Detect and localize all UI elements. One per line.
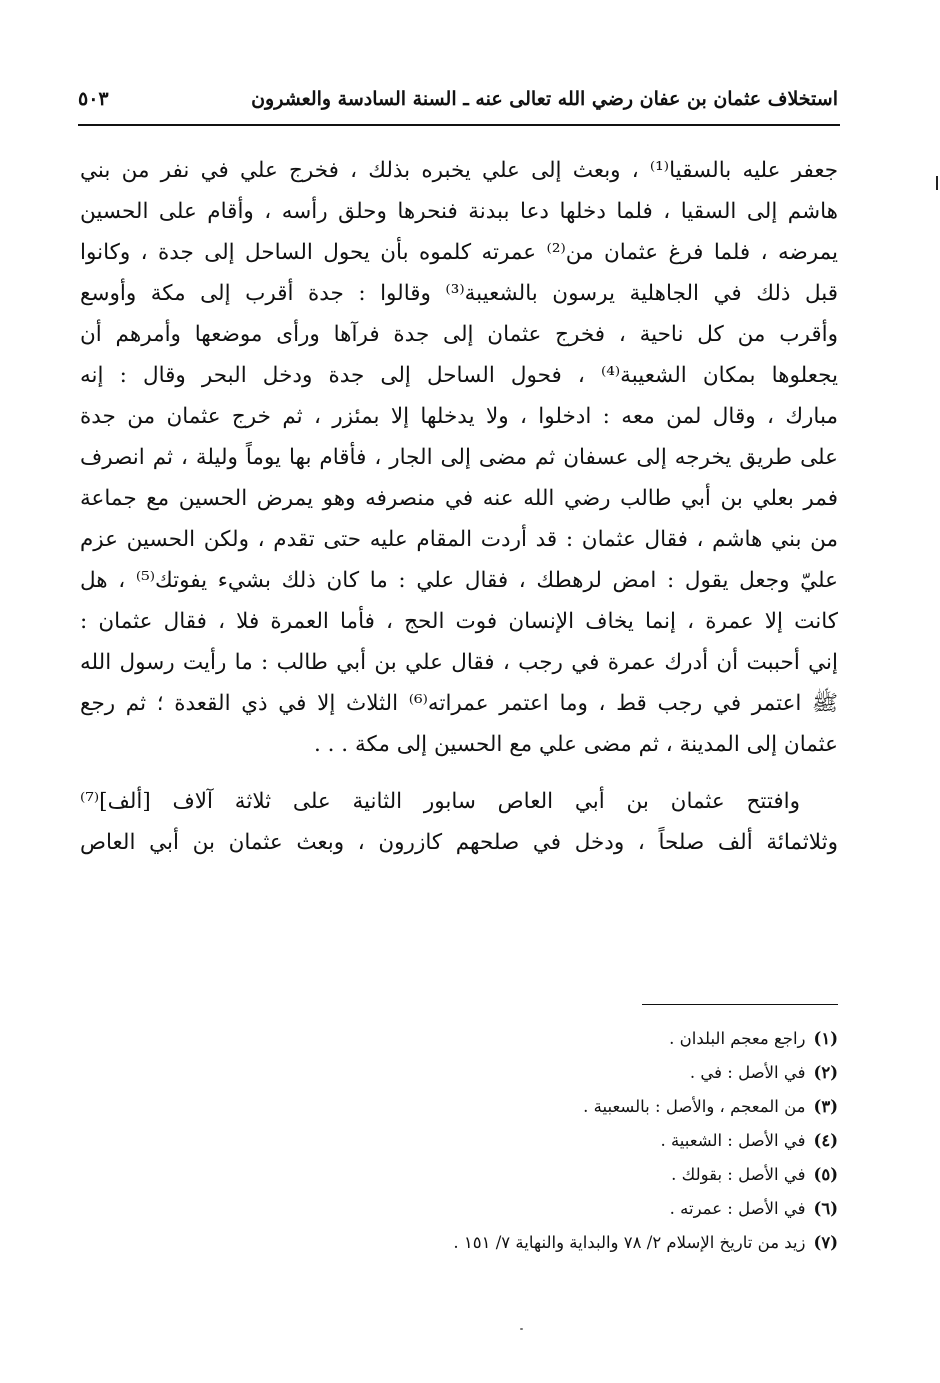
header-divider xyxy=(78,124,840,126)
footnote-number: (٤) xyxy=(813,1131,838,1150)
footnote-item xyxy=(300,1192,838,1226)
text-line: وأقرب من كل ناحية ، فخرج عثمان إلى جدة فرآها ورأى موضعها وأمرهم أن xyxy=(80,322,838,347)
footnote-number: (١) xyxy=(813,1029,838,1048)
text-line: قبل ذلك في الجاهلية يرسون بالشعيبة⁽³⁾ وقالوا : جدة أقرب إلى مكة وأوسع xyxy=(80,281,838,306)
text-line: يمرضه ، فلما فرغ عثمان من⁽²⁾ عمرته كلموه بأن يحول الساحل إلى جدة ، وكانوا xyxy=(80,240,838,265)
text-line: عليّ وجعل يقول : امض لرهطك ، فقال علي : ما كان ذلك بشيء يفوتك⁽⁵⁾ ، هل xyxy=(80,568,838,593)
footnote-text: من المعجم ، والأصل : بالسعبية . xyxy=(583,1097,806,1116)
text-line: من بني هاشم ، فقال عثمان : قد أردت المقام عليه حتى تقدم ، ولكن الحسين عزم xyxy=(80,527,838,552)
text-line: مبارك ، وقال لمن معه : ادخلوا ، ولا يدخلها إلا بمئزر ، ثم خرج عثمان من جدة xyxy=(80,404,838,429)
paragraph-gap xyxy=(80,765,838,781)
text-line: على طريق يخرجه إلى عسفان ثم مضى إلى الجار ، فأقام بها يوماً وليلة ، ثم انصرف xyxy=(80,445,838,470)
text-line: وثلاثمائة ألف صلحاً ، ودخل في صلحهم كازرون ، وبعث عثمان بن أبي العاص xyxy=(80,830,838,855)
footnote-divider xyxy=(642,1004,838,1005)
footnote-item xyxy=(300,1056,838,1090)
scan-speck xyxy=(520,1328,523,1330)
footnote-number: (٧) xyxy=(813,1233,838,1252)
footnote-text: في الأصل : عمرته . xyxy=(669,1199,806,1218)
footnote-text: في الأصل : بقولك . xyxy=(671,1165,806,1184)
paragraph-2 xyxy=(80,781,838,863)
paragraph-1 xyxy=(80,150,838,765)
footnote-number: (٢) xyxy=(813,1063,838,1082)
running-title: استخلاف عثمان بن عفان رضي الله تعالى عنه ـ السنة السادسة والعشرون xyxy=(251,88,838,110)
text-line: فمر بعلي بن أبي طالب رضي الله عنه في منصرفه وهو يمرض الحسين مع جماعة xyxy=(80,486,838,511)
footnote-item xyxy=(300,1158,838,1192)
footnote-number: (٣) xyxy=(813,1097,838,1116)
scan-margin-mark xyxy=(936,176,938,190)
footnotes xyxy=(300,1022,838,1260)
footnote-number: (٥) xyxy=(813,1165,838,1184)
footnote-text: زيد من تاريخ الإسلام ٢/ ٧٨ والبداية والنهاية ٧/ ١٥١ . xyxy=(453,1233,806,1252)
footnote-item xyxy=(300,1226,838,1260)
text-line: عثمان إلى المدينة ، ثم مضى علي مع الحسين إلى مكة . . . xyxy=(313,732,838,757)
page-number: ٥٠٣ xyxy=(78,88,109,110)
text-line: إني أحببت أن أدرك عمرة في رجب ، فقال علي بن أبي طالب : ما رأيت رسول الله xyxy=(80,650,838,675)
footnote-text: راجع معجم البلدان . xyxy=(669,1029,806,1048)
text-line: وافتتح عثمان بن أبي العاص سابور الثانية على ثلاثة آلاف [ألف]⁽⁷⁾ xyxy=(80,789,800,814)
text-line: جعفر عليه بالسقيا⁽¹⁾ ، وبعث إلى علي يخبره بذلك ، فخرج علي في نفر من بني xyxy=(80,158,838,183)
footnote-item xyxy=(300,1090,838,1124)
footnote-item xyxy=(300,1022,838,1056)
text-line: يجعلوها بمكان الشعيبة⁽⁴⁾ ، فحول الساحل إلى جدة ودخل البحر وقال : إنه xyxy=(80,363,838,388)
footnote-text: في الأصل : الشعبية . xyxy=(660,1131,806,1150)
running-header xyxy=(78,86,838,120)
footnote-number: (٦) xyxy=(813,1199,838,1218)
text-line: هاشم إلى السقيا ، فلما دخلها دعا ببدنة فنحرها وحلق رأسه ، وأقام على الحسين xyxy=(80,199,838,224)
footnote-item xyxy=(300,1124,838,1158)
text-line: ﷺ اعتمر في رجب قط ، وما اعتمر عمراته⁽⁶⁾ الثلاث إلا في ذي القعدة ؛ ثم رجع xyxy=(80,691,838,716)
main-text xyxy=(80,150,838,863)
text-line: كانت إلا عمرة ، إنما يخاف الإنسان فوت الحج ، فأما العمرة فلا ، فقال عثمان : xyxy=(80,609,838,634)
footnote-text: في الأصل : في . xyxy=(689,1063,806,1082)
